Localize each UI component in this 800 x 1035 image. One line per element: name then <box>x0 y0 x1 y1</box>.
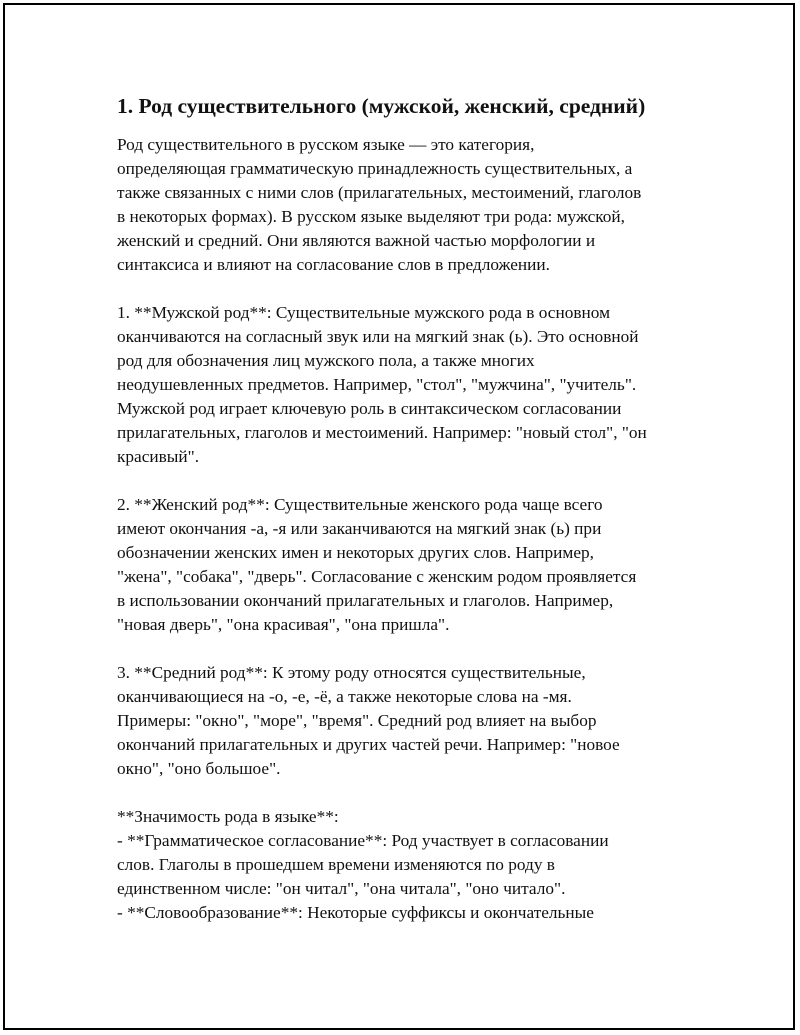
text-line: - **Грамматическое согласование**: Род участвует в согласовании <box>117 831 609 850</box>
text-line: 2. **Женский род**: Существительные женского рода чаще всего <box>117 495 603 514</box>
text-line: в использовании окончаний прилагательных и глаголов. Например, <box>117 591 614 610</box>
paragraph-feminine <box>117 493 687 637</box>
text-line: единственном числе: "он читал", "она читала", "оно читало". <box>117 879 566 898</box>
text-line: прилагательных, глаголов и местоимений. Например: "новый стол", "он <box>117 423 647 442</box>
paragraph-neuter <box>117 661 687 781</box>
text-line: имеют окончания -а, -я или заканчиваются на мягкий знак (ь) при <box>117 519 602 538</box>
text-line: 3. **Средний род**: К этому роду относятся существительные, <box>117 663 586 682</box>
text-line: также связанных с ними слов (прилагательных, местоимений, глаголов <box>117 183 642 202</box>
text-line: слов. Глаголы в прошедшем времени изменяются по роду в <box>117 855 555 874</box>
paragraph-intro <box>117 133 687 277</box>
document-body <box>117 91 687 925</box>
text-line: **Значимость рода в языке**: <box>117 807 339 826</box>
text-line: - **Словообразование**: Некоторые суффиксы и окончательные <box>117 903 594 922</box>
paragraph-gap <box>117 277 687 301</box>
text-line: неодушевленных предметов. Например, "стол", "мужчина", "учитель". <box>117 375 637 394</box>
paragraph-significance <box>117 805 687 925</box>
text-line: в некоторых формах). В русском языке выделяют три рода: мужской, <box>117 207 625 226</box>
paragraph-gap <box>117 469 687 493</box>
text-line: окончаний прилагательных и других частей речи. Например: "новое <box>117 735 620 754</box>
document-title: 1. Род существительного (мужской, женский, средний) <box>117 94 646 118</box>
text-line: Род существительного в русском языке — это категория, <box>117 135 535 154</box>
text-line: синтаксиса и влияют на согласование слов в предложении. <box>117 255 550 274</box>
text-line: определяющая грамматическую принадлежность существительных, а <box>117 159 633 178</box>
text-line: оканчивающиеся на -о, -е, -ё, а также некоторые слова на -мя. <box>117 687 572 706</box>
text-line: красивый". <box>117 447 200 466</box>
text-line: "новая дверь", "она красивая", "она пришла". <box>117 615 450 634</box>
text-line: "жена", "собака", "дверь". Согласование с женским родом проявляется <box>117 567 637 586</box>
text-line: оканчиваются на согласный звук или на мягкий знак (ь). Это основной <box>117 327 639 346</box>
text-line: род для обозначения лиц мужского пола, а также многих <box>117 351 535 370</box>
text-line: 1. **Мужской род**: Существительные мужского рода в основном <box>117 303 611 322</box>
text-line: обозначении женских имен и некоторых других слов. Например, <box>117 543 594 562</box>
text-line: Примеры: "окно", "море", "время". Средний род влияет на выбор <box>117 711 597 730</box>
text-line: женский и средний. Они являются важной частью морфологии и <box>117 231 596 250</box>
paragraph-masculine <box>117 301 687 469</box>
text-line: окно", "оно большое". <box>117 759 281 778</box>
text-line: Мужской род играет ключевую роль в синтаксическом согласовании <box>117 399 622 418</box>
paragraph-gap <box>117 637 687 661</box>
paragraph-gap <box>117 781 687 805</box>
